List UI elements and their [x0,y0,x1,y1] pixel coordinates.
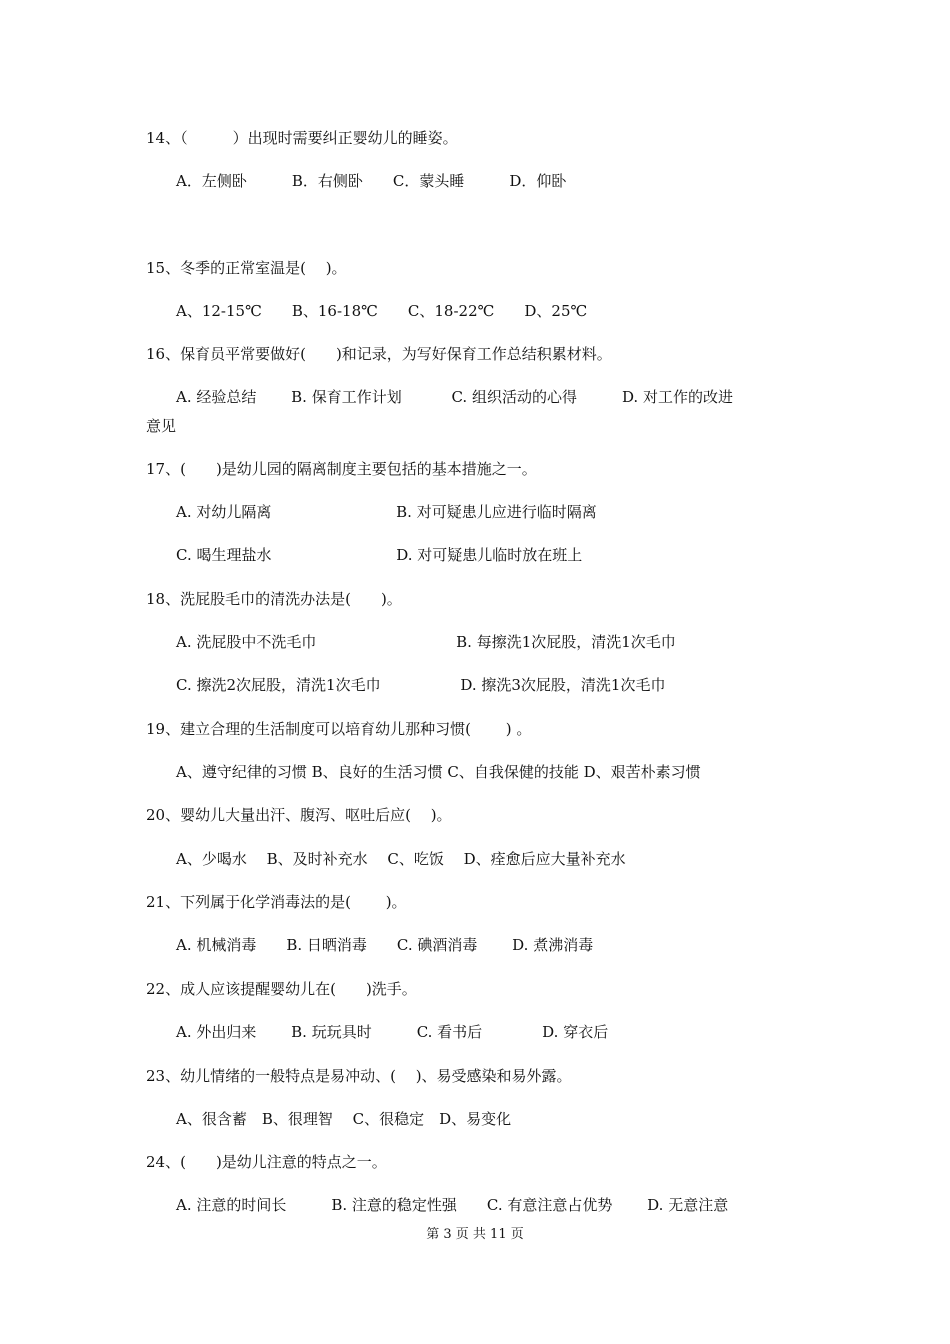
options-17-row-1: A. 对幼儿隔离 B. 对可疑患儿应进行临时隔离 [176,503,597,521]
question-22: 22、成人应该提醒婴幼儿在( )洗手。 [146,980,417,998]
question-19: 19、建立合理的生活制度可以培育幼儿那种习惯( ) 。 [146,720,532,738]
options-23: A、很含蓄 B、很理智 C、很稳定 D、易变化 [176,1110,512,1128]
question-14: 14、（ ）出现时需要纠正婴幼儿的睡姿。 [146,129,458,147]
options-19: A、遵守纪律的习惯 B、良好的生活习惯 C、自我保健的技能 D、艰苦朴素习惯 [176,763,701,781]
options-18-row-2: C. 擦洗2次屁股，清洗1次毛巾 D. 擦洗3次屁股，清洗1次毛巾 [176,676,666,694]
options-16-continuation: 意见 [146,417,177,435]
options-21: A. 机械消毒 B. 日晒消毒 C. 碘酒消毒 D. 煮沸消毒 [176,936,594,954]
options-20: A、少喝水 B、及时补充水 C、吃饭 D、痊愈后应大量补充水 [176,850,626,868]
question-18: 18、洗屁股毛巾的清洗办法是( )。 [146,590,402,608]
options-18-row-1: A. 洗屁股中不洗毛巾 B. 每擦洗1次屁股，清洗1次毛巾 [176,633,676,651]
question-20: 20、婴幼儿大量出汗、腹泻、呕吐后应( )。 [146,806,452,824]
options-14: A．左侧卧 B．右侧卧 C．蒙头睡 D．仰卧 [176,172,567,190]
options-15: A、12-15℃ B、16-18℃ C、18-22℃ D、25℃ [176,302,588,320]
question-24: 24、( )是幼儿注意的特点之一。 [146,1153,387,1171]
options-17-row-2: C. 喝生理盐水 D. 对可疑患儿临时放在班上 [176,546,583,564]
options-16: A. 经验总结 B. 保育工作计划 C. 组织活动的心得 D. 对工作的改进 [176,388,733,406]
options-24: A. 注意的时间长 B. 注意的稳定性强 C. 有意注意占优势 D. 无意注意 [176,1196,729,1214]
options-22: A. 外出归来 B. 玩玩具时 C. 看书后 D. 穿衣后 [176,1023,609,1041]
page-footer: 第 3 页 共 11 页 [426,1227,524,1242]
question-15: 15、冬季的正常室温是( )。 [146,259,347,277]
question-23: 23、幼儿情绪的一般特点是易冲动、( )、易受感染和易外露。 [146,1067,572,1085]
question-21: 21、下列属于化学消毒法的是( )。 [146,893,407,911]
question-17: 17、( )是幼儿园的隔离制度主要包括的基本措施之一。 [146,460,537,478]
question-16: 16、保育员平常要做好( )和记录，为写好保育工作总结积累材料。 [146,345,612,363]
